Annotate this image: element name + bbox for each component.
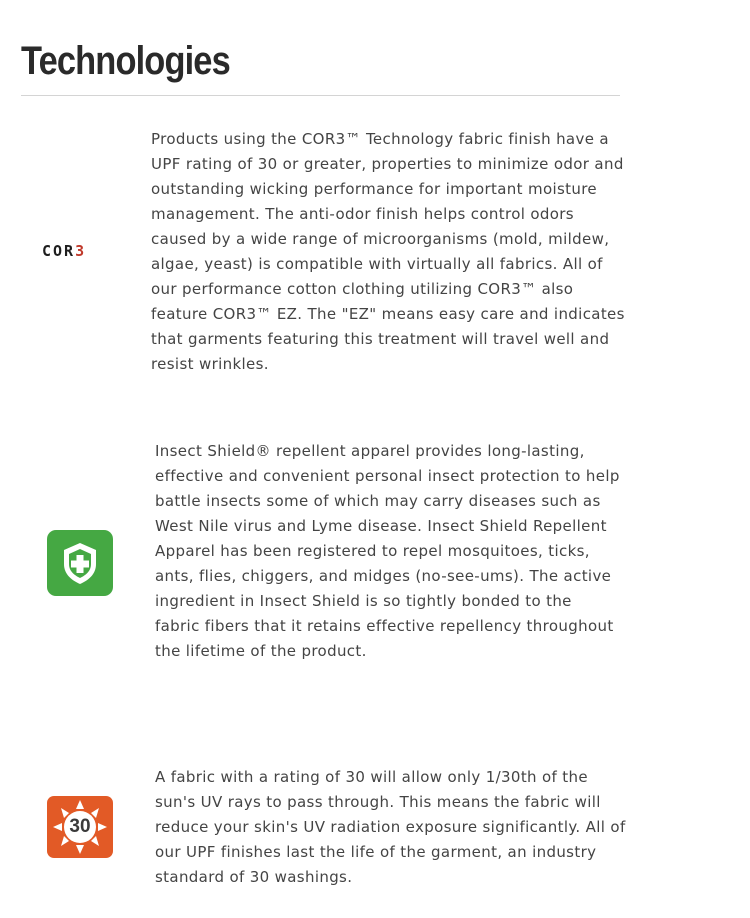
page-title: Technologies: [21, 39, 230, 83]
shield-cross-icon: [47, 530, 113, 596]
cor3-description: Products using the COR3™ Technology fabric finish have a UPF rating of 30 or greater, properties to minimize odor and outstanding wicking performance for important moisture management. The anti-odor finish helps control odors caused by a wide range of microorganisms (mold, mildew, algae, yeast) is compatible with virtually all fabrics. All of our performance cotton clothing utilizing COR3™ also feature COR3™ EZ. The "EZ" means easy care and indicates that garments featuring this treatment will travel well and resist wrinkles.: [151, 130, 625, 373]
sun-upf-icon: [47, 796, 113, 858]
cor3-logo-accent: 3: [75, 242, 87, 260]
cor3-logo: [42, 241, 86, 261]
upf-description: A fabric with a rating of 30 will allow only 1/30th of the sun's UV rays to pass through. This means the fabric will reduce your skin's UV radiation exposure significantly. All of our UPF finishes last the life of the garment, an industry standard of 30 washings.: [155, 768, 626, 886]
title-divider: [21, 95, 620, 96]
shield-cross-graphic: [47, 530, 113, 596]
insect-shield-description: Insect Shield® repellent apparel provides long-lasting, effective and convenient personal insect protection to help battle insects some of which may carry diseases such as West Nile virus and Lyme disease. Insect Shield Repellent Apparel has been registered to repel mosquitoes, ticks, ants, flies, chiggers, and midges (no-see-ums). The active ingredient in Insect Shield is so tightly bonded to the fabric fibers that it retains effective repellency throughout the lifetime of the product.: [155, 442, 620, 660]
cor3-logo-main: COR: [42, 242, 76, 260]
upf-rating-number: 30: [69, 816, 91, 837]
